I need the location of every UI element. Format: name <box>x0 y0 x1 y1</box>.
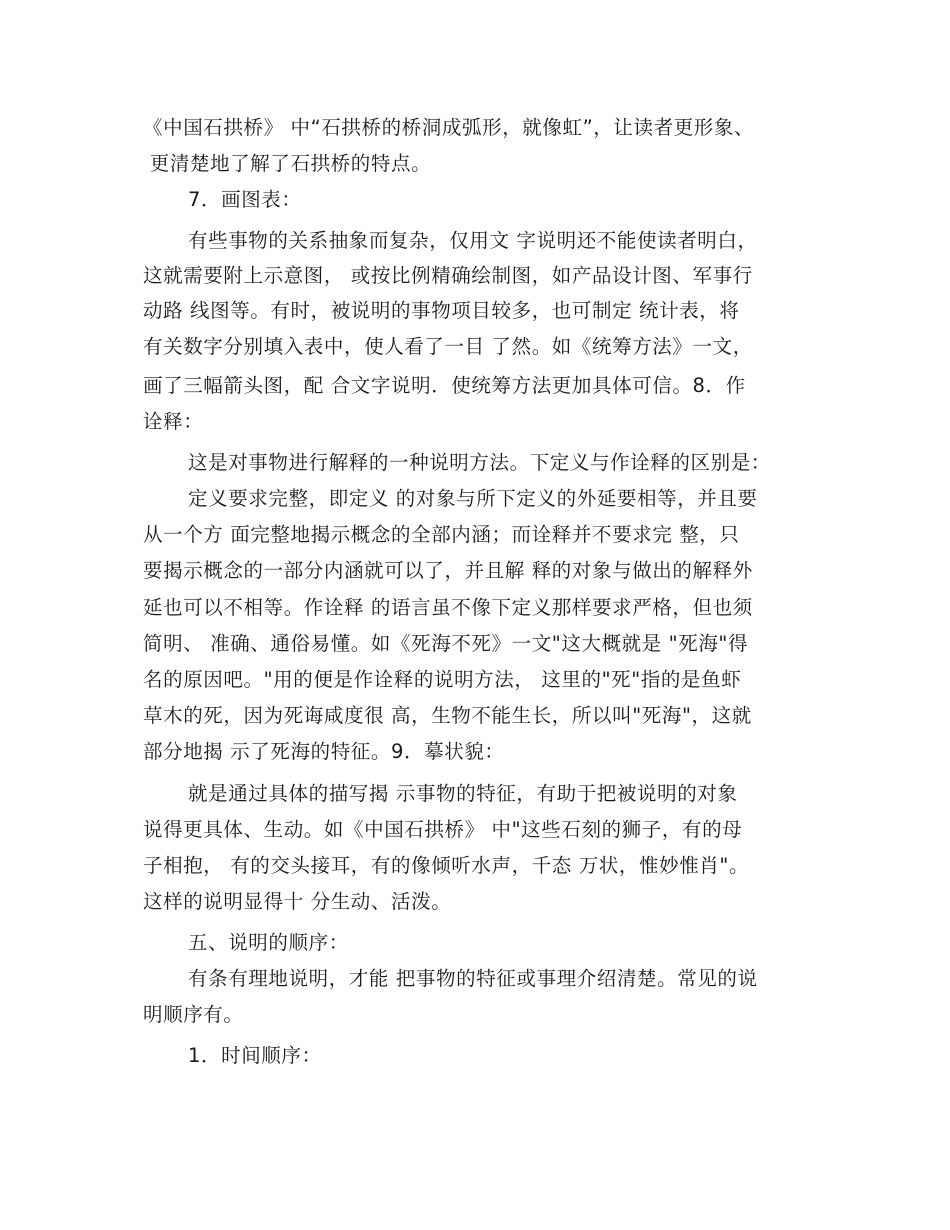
text-line-8: 画了三幅箭头图，配 合文字说明．使统筹方法更加具体可信。8．作 <box>143 374 746 397</box>
text-line-18: 部分地揭 示了死海的特征。9．摹状貌： <box>143 740 505 763</box>
text-line-12: 从一个方 面完整地揭示概念的全部内涵；而诠释并不要求完 整，只 <box>143 523 740 546</box>
text-line-5: 这就需要附上示意图， 或按比例精确绘制图，如产品设计图、军事行 <box>143 264 753 287</box>
text-line-22: 这样的说明显得十 分生动、活泼。 <box>143 890 452 913</box>
text-line-24: 有条有理地说明，才能 把事物的特征或事理介绍清楚。常见的说 <box>188 967 758 990</box>
text-line-19: 就是通过具体的描写揭 示事物的特征，有助于把被说明的对象 <box>188 782 738 805</box>
text-line-2: 更清楚地了解了石拱桥的特点。 <box>143 152 432 175</box>
text-line-14: 延也可以不相等。作诠释 的语言虽不像下定义那样要求严格，但也须 <box>143 596 753 619</box>
text-line-1: 《中国石拱桥》 中“石拱桥的桥洞成弧形，就像虹”，让读者更形象、 <box>143 116 755 139</box>
text-line-11: 定义要求完整，即定义 的对象与所下定义的外延要相等，并且要 <box>188 487 758 510</box>
text-line-6: 动路 线图等。有时，被说明的事物项目较多，也可制定 统计表，将 <box>143 299 740 322</box>
section-heading-time-order: 1．时间顺序： <box>188 1044 322 1067</box>
text-line-10: 这是对事物进行解释的一种说明方法。下定义与作诠释的区别是： <box>188 451 771 474</box>
text-line-13: 要揭示概念的一部分内涵就可以了，并且解 释的对象与做出的解释外 <box>143 559 753 582</box>
text-line-7: 有关数字分别填入表中，使人看了一目 了然。如《统筹方法》一文， <box>143 335 753 358</box>
text-line-15: 简明、 准确、通俗易懂。如《死海不死》一文"这大概就是 "死海"得 <box>143 632 749 655</box>
section-heading-8: 诠释： <box>143 410 204 433</box>
text-line-25: 明顺序有。 <box>143 1003 244 1026</box>
text-line-4: 有些事物的关系抽象而复杂，仅用文 字说明还不能使读者明白， <box>188 229 758 252</box>
text-line-20: 说得更具体、生动。如《中国石拱桥》 中"这些石刻的狮子，有的母 <box>143 818 743 841</box>
section-heading-5: 五、说明的顺序： <box>188 931 349 954</box>
text-line-21: 子相抱， 有的交头接耳，有的像倾听水声，千态 万状，惟妙惟肖"。 <box>143 854 750 877</box>
text-line-17: 草木的死，因为死诲咸度很 高，生物不能生长，所以叫"死海"，这就 <box>143 704 752 727</box>
text-line-16: 名的原因吧。"用的便是作诠释的说明方法， 这里的"死"指的是鱼虾 <box>143 668 742 691</box>
section-heading-7: 7．画图表： <box>188 188 302 211</box>
